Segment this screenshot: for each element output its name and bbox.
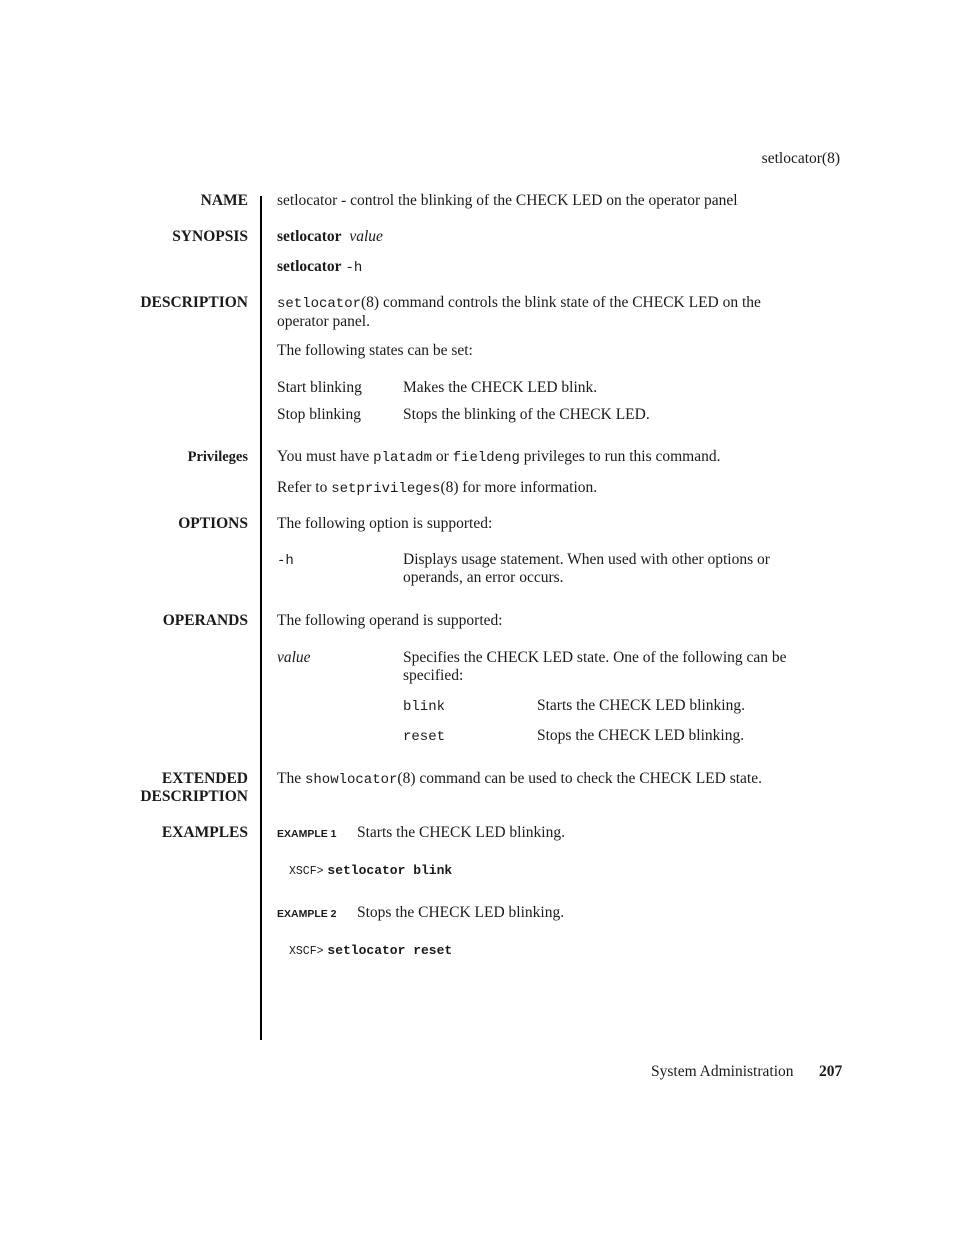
heading-description: DESCRIPTION [140,294,248,311]
example-title: Starts the CHECK LED blinking. [357,824,565,841]
footer-section: System Administration [651,1063,794,1080]
heading-options: OPTIONS [178,515,248,532]
heading-privileges: Privileges [187,449,248,465]
heading-synopsis: SYNOPSIS [172,228,248,245]
privileges-line-1: You must have platadm or fieldeng privileges to run this command. [277,448,721,466]
page-number: 207 [819,1063,843,1080]
example-code [289,941,452,959]
state-desc: Stops the blinking of the CHECK LED. [403,406,650,423]
states-intro: The following states can be set: [277,342,473,359]
option-term: -h [277,553,294,569]
operand-term: value [277,649,311,666]
heading-operands: OPERANDS [162,612,248,629]
operand-desc-line-1: Specifies the CHECK LED state. One of the following can be [403,649,787,666]
synopsis-line-2 [277,258,362,276]
value-desc: Starts the CHECK LED blinking. [537,697,745,714]
operands-intro: The following operand is supported: [277,612,503,629]
option-desc-line-1: Displays usage statement. When used with other options or [403,551,770,568]
description-line-1: setlocator(8) command controls the blink state of the CHECK LED on the [277,294,761,312]
name-text: setlocator - control the blinking of the CHECK LED on the operator panel [277,192,738,209]
command-ref: setlocator [277,296,362,312]
example-code [289,861,452,879]
state-term: Start blinking [277,379,362,396]
example-label: EXAMPLE 2 [277,908,337,920]
heading-extended-2: DESCRIPTION [140,788,248,805]
synopsis-arg: value [349,228,383,245]
options-intro: The following option is supported: [277,515,493,532]
command-ref: setprivileges [331,481,441,497]
extended-text: The showlocator(8) command can be used to check the CHECK LED state. [277,770,762,788]
value-term: reset [403,729,446,745]
heading-examples: EXAMPLES [161,824,248,841]
code-command: setlocator reset [327,943,453,958]
synopsis-line-1 [277,228,383,246]
heading-extended: EXTENDED [161,770,248,787]
synopsis-command: setlocator [277,228,342,245]
privilege-name: platadm [373,450,432,466]
option-desc-line-2: operands, an error occurs. [403,569,564,586]
command-ref: showlocator [304,772,398,788]
operand-desc-line-2: specified: [403,667,464,684]
synopsis-option: -h [345,260,363,276]
margin-rule [260,196,262,1040]
value-desc: Stops the CHECK LED blinking. [537,727,745,744]
privilege-name: fieldeng [452,450,520,466]
shell-prompt: XSCF> [289,945,324,958]
state-desc: Makes the CHECK LED blink. [403,379,598,396]
example-label: EXAMPLE 1 [277,828,337,840]
heading-name: NAME [200,192,248,209]
privileges-line-2: Refer to setprivileges(8) for more information. [277,479,598,497]
state-term: Stop blinking [277,406,361,423]
description-line-2: operator panel. [277,313,370,330]
code-command: setlocator blink [327,863,453,878]
synopsis-command: setlocator [277,258,342,275]
running-title: setlocator(8) [761,150,840,167]
example-title: Stops the CHECK LED blinking. [357,904,565,921]
value-term: blink [403,699,446,715]
shell-prompt: XSCF> [289,865,324,878]
